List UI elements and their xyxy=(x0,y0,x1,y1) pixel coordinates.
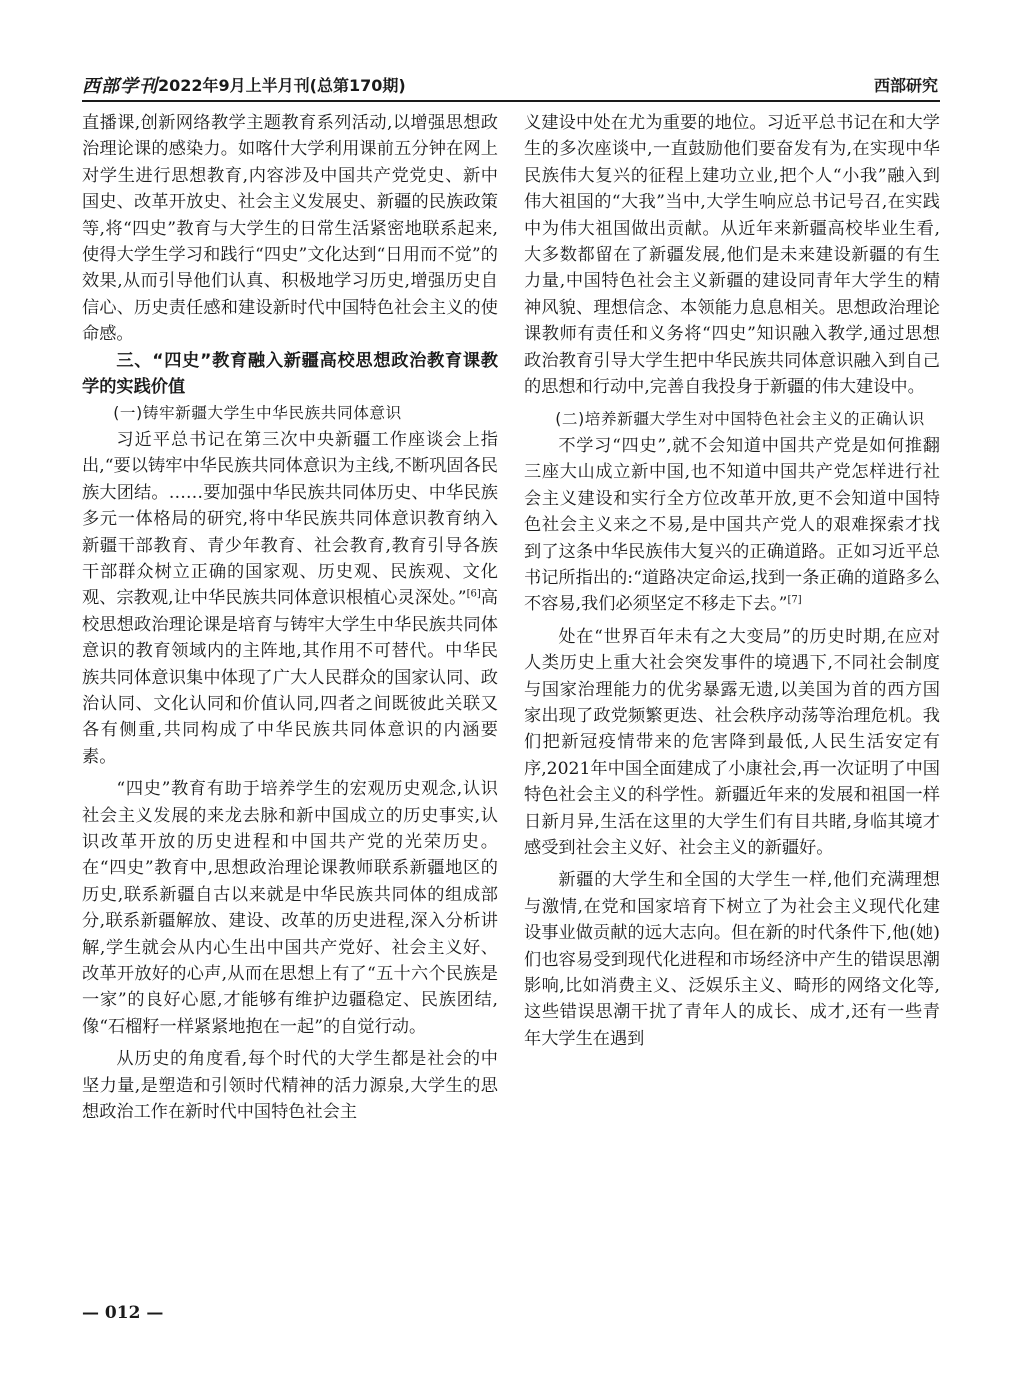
subsection-heading: (一)铸牢新疆大学生中华民族共同体意识 xyxy=(113,404,402,423)
subsection-heading: (二)培养新疆大学生对中国特色社会主义的正确认识 xyxy=(555,410,925,429)
running-header xyxy=(82,70,940,102)
paragraph xyxy=(524,433,940,618)
paragraph: “四史”教育有助于培养学生的宏观历史观念,认识社会主义发展的来龙去脉和新中国成立的历史事实,认识改革开放的历史进程和中国共产党的光荣历史。在“四史”教育中,思想政治理论课教师联系新疆地区的历史,联系新疆自古以来就是中华民族共同体的组成部分,联系新疆解放、建设、改革的历史进程,深入分析讲解,学生就会从内心生出中国共产党好、社会主义好、改革开放好的心声,从而在思想上有了“五十六个民族是一家”的良好心愿,才能够有维护边疆稳定、民族团结,像“石榴籽一样紧紧地抱在一起”的自觉行动。 xyxy=(82,779,498,1037)
journal-logo: 西部学刊 xyxy=(82,76,158,97)
paragraph-text: 不学习“四史”,就不会知道中国共产党是如何推翻三座大山成立新中国,也不知道中国共产党怎样进行社会主义建设和实行全方位改革开放,更不会知道中国特色社会主义来之不易,是中国共产党人的艰难探索才找到了这条中华民族伟大复兴的正确道路。正如习近平总书记所指出的:“道路决定命运,找到一条正确的道路多么不容易,我们必须坚定不移走下去。” xyxy=(524,435,940,615)
issue-info: 2022年9月上半月刊(总第170期) xyxy=(158,76,406,95)
section-heading: 三、“四史”教育融入新疆高校思想政治教育课教学的实践价值 xyxy=(82,350,498,398)
quote-text: 习近平总书记在第三次中央新疆工作座谈会上指出,“要以铸牢中华民族共同体意识为主线,不断巩固各民族大团结。……要加强中华民族共同体历史、中华民族多元一体格局的研究,将中华民族共同体意识教育纳入新疆干部教育、青少年教育、社会教育,教育引导各族干部群众树立正确的国家观、历史观、民族观、文化观、宗教观,让中华民族共同体意识根植心灵深处。” xyxy=(82,429,498,609)
paragraph: 新疆的大学生和全国的大学生一样,他们充满理想与激情,在党和国家培育下树立了为社会主义现代化建设事业做贡献的远大志向。但在新的时代条件下,他(她)们也容易受到现代化进程和市场经济中产生的错误思潮影响,比如消费主义、泛娱乐主义、畸形的网络文化等,这些错误思潮干扰了青年人的成长、成才,还有一些青年大学生在遇到 xyxy=(524,870,940,1049)
citation-ref: [6] xyxy=(466,588,481,600)
paragraph-tail: 高校思想政治理论课是培育与铸牢大学生中华民族共同体意识的教育领域内的主阵地,其作用不可替代。中华民族共同体意识集中体现了广大人民群众的国家认同、政治认同、文化认同和价值认同,四者之间既彼此关联又各有侧重,共同构成了中华民族共同体意识的内涵要素。 xyxy=(82,588,498,767)
paragraph: 直播课,创新网络教学主题教育系列活动,以增强思想政治理论课的感染力。如喀什大学利用课前五分钟在网上对学生进行思想教育,内容涉及中国共产党党史、新中国史、改革开放史、社会主义发展史、新疆的民族政策等,将“四史”教育与大学生的日常生活紧密地联系起来,使得大学生学习和践行“四史”文化达到“日用而不觉”的效果,从而引导他们认真、积极地学习历史,增强历史自信心、历史责任感和建设新时代中国特色社会主义的使命感。 xyxy=(82,113,498,345)
section-name: 西部研究 xyxy=(873,76,938,95)
paragraph xyxy=(82,427,498,770)
paragraph: 义建设中处在尤为重要的地位。习近平总书记在和大学生的多次座谈中,一直鼓励他们要奋发有为,在实现中华民族伟大复兴的征程上建功立业,把个人“小我”融入到伟大祖国的“大我”当中,大学生响应总书记号召,在实践中为伟大祖国做出贡献。从近年来新疆高校毕业生看,大多数都留在了新疆发展,他们是未来建设新疆的有生力量,中国特色社会主义新疆的建设同青年大学生的精神风貌、理想信念、本领能力息息相关。思想政治理论课教师有责任和义务将“四史”知识融入教学,通过思想政治教育引导大学生把中华民族共同体意识融入到自己的思想和行动中,完善自我投身于新疆的伟大建设中。 xyxy=(524,113,940,398)
page-number: — 012 — xyxy=(82,1303,164,1323)
left-column xyxy=(82,110,498,1125)
right-column xyxy=(524,110,940,1052)
citation-ref: [7] xyxy=(787,594,802,606)
paragraph: 从历史的角度看,每个时代的大学生都是社会的中坚力量,是塑造和引领时代精神的活力源泉,大学生的思想政治工作在新时代中国特色社会主 xyxy=(82,1049,498,1123)
paragraph: 处在“世界百年未有之大变局”的历史时期,在应对人类历史上重大社会突发事件的境遇下,不同社会制度与国家治理能力的优劣暴露无遗,以美国为首的西方国家出现了政党频繁更迭、社会秩序动荡等治理危机。我们把新冠疫情带来的危害降到最低,人民生活安定有序,2021年中国全面建成了小康社会,再一次证明了中国特色社会主义的科学性。新疆近年来的发展和祖国一样日新月异,生活在这里的大学生们有目共睹,身临其境才感受到社会主义好、社会主义的新疆好。 xyxy=(524,626,940,858)
